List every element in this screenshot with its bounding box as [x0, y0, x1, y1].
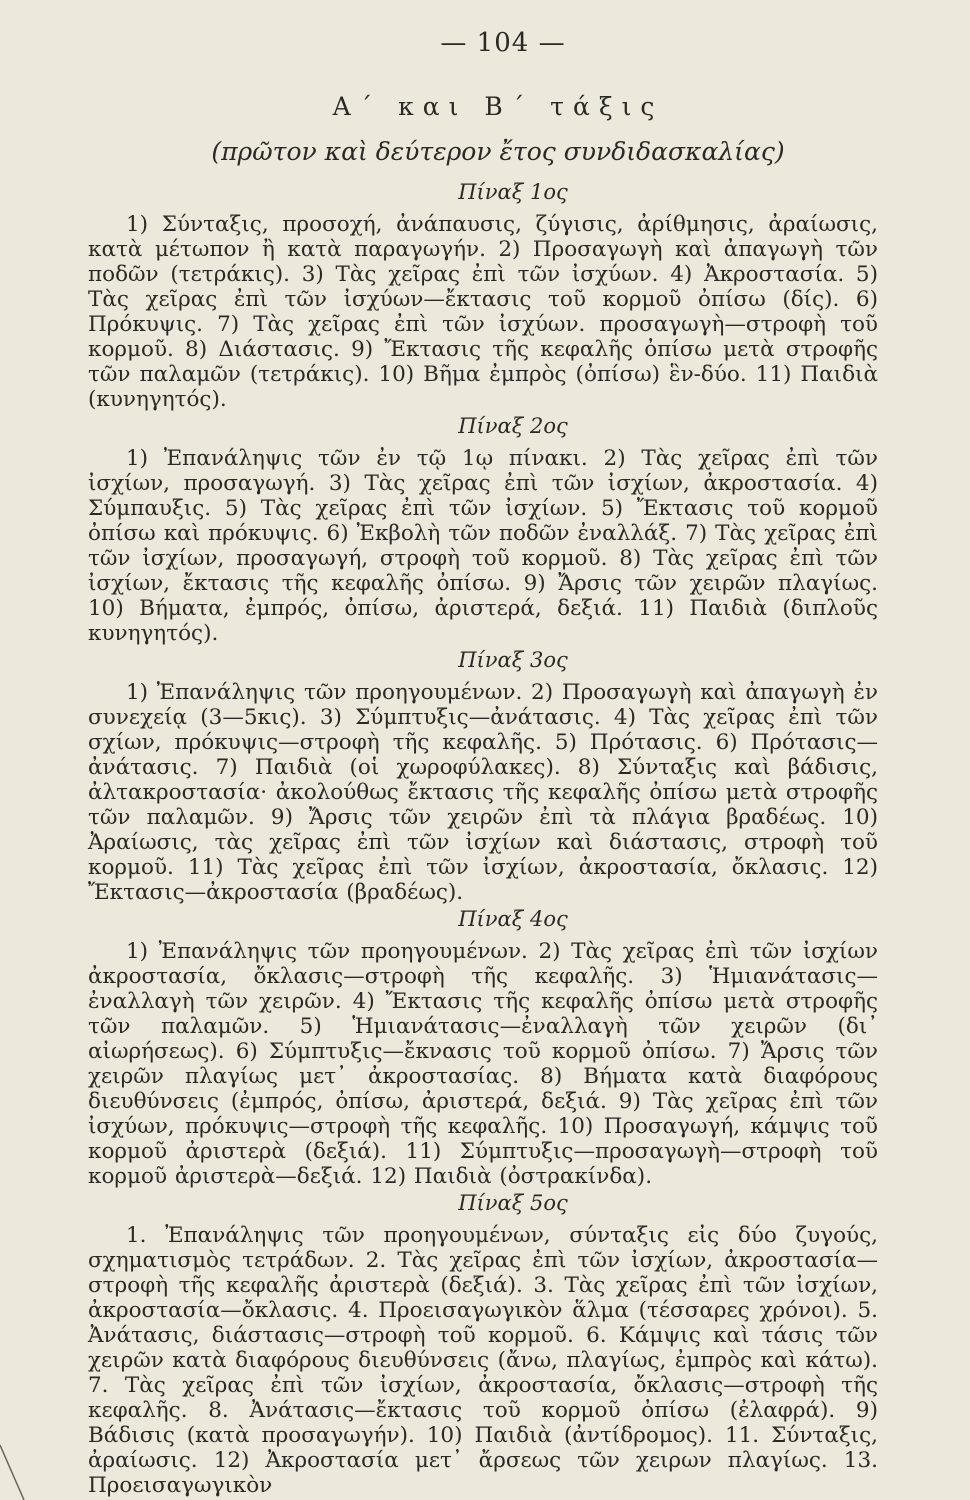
- table-text: 1) Σύνταξις, προσοχή, ἀνάπαυσις, ζύγισις, ἀρίθμησις, ἀραίωσις, κατὰ μέτωπον ἢ κατὰ παραγωγήν. 2) Προσαγωγὴ καὶ ἀπαγωγὴ τῶν ποδῶν (τετράκις). 3) Τὰς χεῖρας ἐπὶ τῶν ἰσχύων. 4) Ἀκροστασία. 5) Τὰς χεῖρας ἐπὶ τῶν ἰσχύων—ἔκτασις τοῦ κορμοῦ ὀπίσω (δίς). 6) Πρόκυψις. 7) Τὰς χεῖρας ἐπὶ τῶν ἰσχύων. προσαγωγὴ—στροφὴ τοῦ κορμοῦ. 8) Διάστασις. 9) Ἔκτασις τῆς κεφαλῆς ὀπίσω μετὰ στροφῆς τῶν παλαμῶν (τετράκις). 10) Βῆμα ἐμπρὸς (ὀπίσω) ἓν-δύο. 11) Παιδιὰ (κυνηγητός).: [88, 212, 878, 412]
- page-number: — 104 —: [440, 28, 566, 58]
- table-section-5: [88, 1191, 878, 1498]
- table-text: 1) Ἐπανάληψις τῶν προηγουμένων. 2) Τὰς χεῖρας ἐπὶ τῶν ἰσχίων ἀκροστασία, ὄκλασις—στροφὴ τῆς κεφαλῆς. 3) Ἡμιανάτασις—ἐναλλαγὴ τῶν χειρῶν. 4) Ἔκτασις τῆς κεφαλῆς ὀπίσω μετὰ στροφῆς τῶν παλαμῶν. 5) Ἡμιανάτασις—ἐναλλαγὴ τῶν χειρῶν (δι᾽ αἰωρήσεως). 6) Σύμπτυξις—ἔκνασις τοῦ κορμοῦ ὀπίσω. 7) Ἄρσις τῶν χειρῶν πλαγίως μετ᾽ ἀκροστασίας. 8) Βήματα κατὰ διαφόρους διευθύνσεις (ἐμπρός, ὀπίσω, ἀριστερά, δεξιά. 9) Τὰς χεῖρας ἐπὶ τῶν ἰσχύων, πρόκυψις—στροφὴ τῆς κεφαλῆς. 10) Προσαγωγή, κάμψις τοῦ κορμοῦ ἀριστερὰ (δεξιά). 11) Σύμπτυξις—προσαγωγὴ—στροφὴ τοῦ κορμοῦ ἀριστερὰ—δεξιά. 12) Παιδιὰ (ὀστρακίνδα).: [88, 939, 878, 1189]
- table-section-4: [88, 907, 878, 1189]
- table-section-3: [88, 648, 878, 905]
- table-text: 1) Ἐπανάληψις τῶν ἐν τῷ 1ῳ πίνακι. 2) Τὰς χεῖρας ἐπὶ τῶν ἰσχίων, προσαγωγή. 3) Τὰς χεῖρας ἐπὶ τῶν ἰσχίων, ἀκροστασία. 4) Σύμπαυξις. 5) Τὰς χεῖρας ἐπὶ τῶν ἰσχίων. 5) Ἔκτασις τοῦ κορμοῦ ὀπίσω καὶ πρόκυψις. 6) Ἐκβολὴ τῶν ποδῶν ἐναλλάξ. 7) Τὰς χεῖρας ἐπὶ τῶν ἰσχίων, προσαγωγή, στροφὴ τοῦ κορμοῦ. 8) Τὰς χεῖρας ἐπὶ τῶν ἰσχίων, ἔκτασις τῆς κεφαλῆς ὀπίσω. 9) Ἄρσις τῶν χειρῶν πλαγίως. 10) Βήματα, ἐμπρός, ὀπίσω, ἀριστερά, δεξιά. 11) Παιδιὰ (διπλοῦς κυνηγητός).: [88, 446, 878, 646]
- table-title: Πίναξ 3ος: [458, 648, 568, 672]
- table-text: 1) Ἐπανάληψις τῶν προηγουμένων. 2) Προσαγωγὴ καὶ ἀπαγωγὴ ἐν συνεχείᾳ (3—5κις). 3) Σύμπτυξις—ἀνάτασις. 4) Τὰς χεῖρας ἐπὶ τῶν σχίων, πρόκυψις—στροφὴ τῆς κεφαλῆς. 5) Πρότασις. 6) Πρότασις—ἀνάτασις. 7) Παιδιὰ (οἱ χωροφύλακες). 8) Σύνταξις καὶ βάδισις, ἀλτακροστασία· ἀκολούθως ἔκτασις τῆς κεφαλῆς ὀπίσω μετὰ στροφῆς τῶν παλαμῶν. 9) Ἄρσις τῶν χειρῶν ἐπὶ τὰ πλάγια βραδέως. 10) Ἀραίωσις, τὰς χεῖρας ἐπὶ τῶν ἰσχίων καὶ διάστασις, στροφὴ τοῦ κορμοῦ. 11) Τὰς χεῖρας ἐπὶ τῶν ἰσχίων, ἀκροστασία, ὄκλασις. 12) Ἔκτασις—ἀκροστασία (βραδέως).: [88, 680, 878, 905]
- table-title: Πίναξ 1ος: [458, 180, 568, 204]
- table-text: 1. Ἐπανάληψις τῶν προηγουμένων, σύνταξις εἰς δύο ζυγούς, σχηματισμὸς τετράδων. 2. Τὰς χεῖρας ἐπὶ τῶν ἰσχίων, ἀκροστασία—στροφὴ τῆς κεφαλῆς ἀριστερὰ (δεξιά). 3. Τὰς χεῖρας ἐπὶ τῶν ἰσχίων, ἀκροστασία—ὄκλασις. 4. Προεισαγωγικὸν ἅλμα (τέσσαρες χρόνοι). 5. Ἀνάτασις, διάστασις—στροφὴ τοῦ κορμοῦ. 6. Κάμψις καὶ τάσις τῶν χειρῶν κατὰ διαφόρους διευθύνσεις (ἄνω, πλαγίως, ἐμπρὸς καὶ κάτω). 7. Τὰς χεῖρας ἐπὶ τῶν ἰσχίων, ἀκροστασία, ὄκλασις—στροφὴ τῆς κεφαλῆς. 8. Ἀνάτασις—ἔκτασις τοῦ κορμοῦ ὀπίσω (ἐλαφρά). 9) Βάδισις (κατὰ προσαγωγήν). 10) Παιδιὰ (ἀντίδρομος). 11. Σύνταξις, ἀραίωσις. 12) Ἀκροστασία μετ᾽ ἄρσεως τῶν χειρων πλαγίως. 13. Προεισαγωγικὸν: [88, 1223, 878, 1498]
- table-title: Πίναξ 4ος: [458, 907, 568, 931]
- table-section-1: [88, 180, 878, 412]
- section-heading: Α΄ και Β΄ τάξις: [332, 92, 664, 121]
- paper-scratch-mark: [0, 1440, 30, 1500]
- table-title: Πίναξ 2ος: [458, 414, 568, 438]
- section-subheading: (πρῶτον καὶ δεύτερον ἔτος συνδιδασκαλίας): [211, 137, 785, 166]
- table-section-2: [88, 414, 878, 646]
- table-title: Πίναξ 5ος: [458, 1191, 568, 1215]
